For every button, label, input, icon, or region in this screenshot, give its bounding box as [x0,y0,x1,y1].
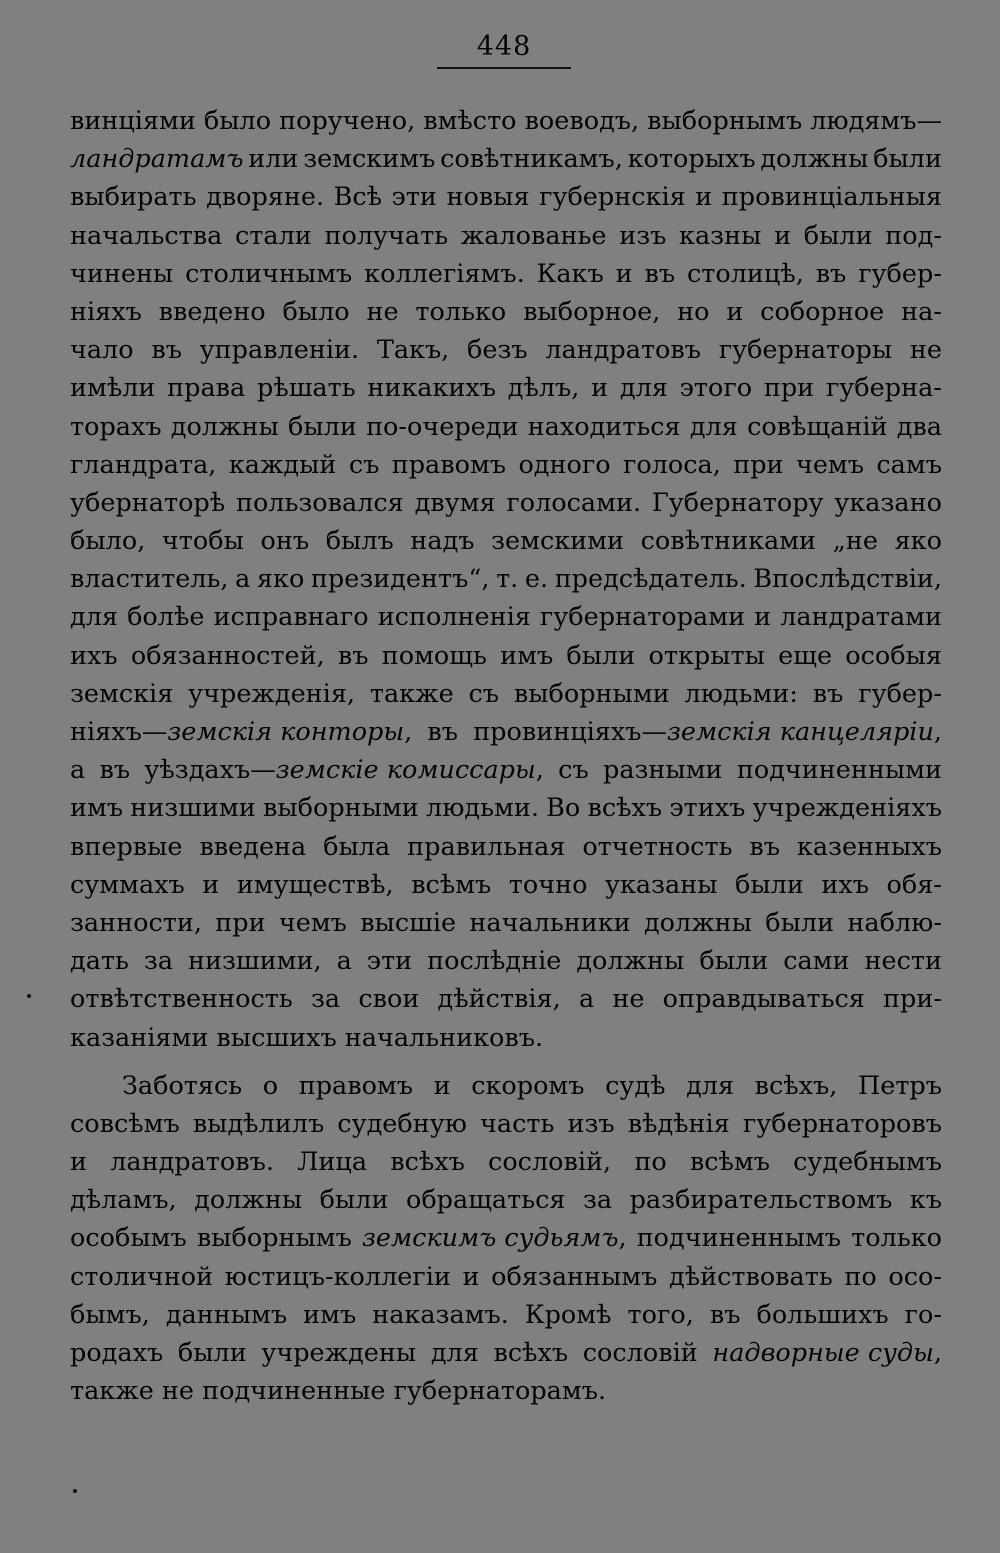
text-line: ихъ обязанностей, въ помощь имъ были открыты еще особыя [70,640,942,671]
page-number-rule [437,67,571,69]
text-line: начальства стали получать жалованье изъ казны и были под- [70,220,942,251]
text-line: выбирать дворяне. Всѣ эти новыя губернскія и провинціальныя [70,182,942,213]
text-line: и ландратовъ. Лица всѣхъ сословій, по всѣмъ судебнымъ [70,1147,942,1178]
text-line: торахъ должны были по-очереди находиться для совѣщаній два [70,411,942,442]
text-line: чинены столичнымъ коллегіямъ. Какъ и въ столицѣ, въ губер- [70,258,942,289]
text-line: гландрата, каждый съ правомъ одного голоса, при чемъ самъ [70,449,942,480]
text-line: ландратамъ или земскимъ совѣтникамъ, которыхъ должны были [70,144,942,175]
text-line: земскія учрежденія, также съ выборными людьми: въ губер- [70,678,942,709]
text-line: казаніями высшихъ начальниковъ. [70,1022,544,1053]
text-line: имѣли права рѣшать никакихъ дѣлъ, и для этого при губерна- [70,373,942,404]
text-line: родахъ были учреждены для всѣхъ сословій надворные суды, [70,1338,942,1368]
text-line: суммахъ и имуществѣ, всѣмъ точно указаны были ихъ обя- [70,869,942,900]
text-line: бымъ, даннымъ имъ наказамъ. Кромѣ того, въ большихъ го- [70,1299,942,1330]
text-line: особымъ выборнымъ земскимъ судьямъ, подчиненнымъ только [70,1223,942,1254]
text-line: а въ уѣздахъ—земскіе комиссары, съ разными подчиненными [70,755,942,786]
margin-speck [27,994,31,998]
text-line: дѣламъ, должны были обращаться за разбирательствомъ къ [70,1185,942,1216]
text-line: имъ низшими выборными людьми. Во всѣхъ этихъ учрежденіяхъ [70,793,942,824]
text-line: дать за низшими, а эти послѣдніе должны были сами нести [70,946,942,977]
text-line: Заботясь о правомъ и скоромъ судѣ для всѣхъ, Петръ [122,1070,942,1101]
margin-speck [73,1489,77,1493]
text-line: впервые введена была правильная отчетность въ казенныхъ [70,831,942,862]
paragraph [70,102,942,1057]
text-line: властитель, а яко президентъ“, т. е. предсѣдатель. Впослѣдствіи, [70,564,942,595]
text-line: также не подчиненные губернаторамъ. [70,1376,607,1407]
text-line: занности, при чемъ высшіе начальники должны были наблю- [70,907,942,938]
text-line: совсѣмъ выдѣлилъ судебную часть изъ вѣдѣнія губернаторовъ [70,1108,942,1139]
text-line: для болѣе исправнаго исполненія губернаторами и ландратами [70,602,942,633]
page-number: 448 [476,31,532,62]
body-text [70,102,942,1410]
text-line: было, чтобы онъ былъ надъ земскими совѣтниками „не яко [70,526,942,557]
text-line: винціями было поручено, вмѣсто воеводъ, выборнымъ людямъ— [70,106,942,136]
text-line: ніяхъ введено было не только выборное, но и соборное на- [70,296,942,327]
text-line: столичной юстицъ-коллегіи и обязаннымъ дѣйствовать по осо- [70,1261,942,1292]
text-line: чало въ управленіи. Такъ, безъ ландратовъ губернаторы не [70,335,942,366]
paragraph [70,1067,942,1411]
text-line: ніяхъ—земскія конторы, въ провинціяхъ—земскія канцеляріи, [70,717,942,747]
paragraph-gap [70,1057,942,1067]
text-line: убернаторѣ пользовался двумя голосами. Губернатору указано [70,487,942,518]
text-line: отвѣтственность за свои дѣйствія, а не оправдываться при- [70,984,942,1015]
